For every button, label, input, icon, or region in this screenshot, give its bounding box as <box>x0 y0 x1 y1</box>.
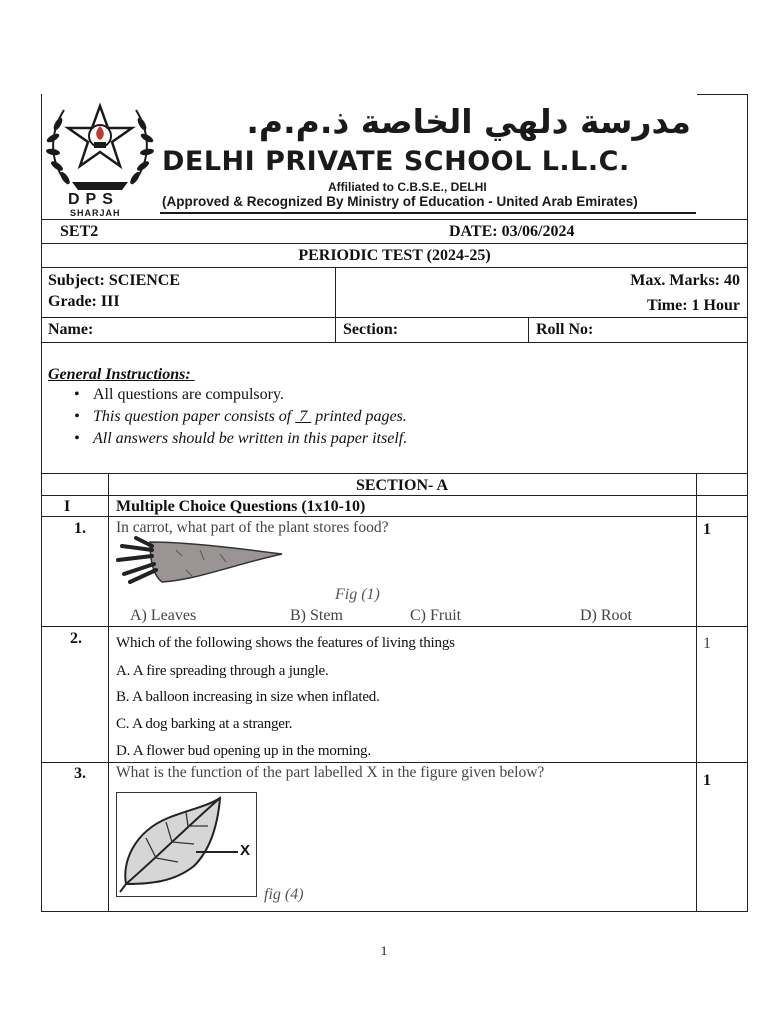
school-header <box>42 94 697 220</box>
carrot-figure-icon <box>116 536 284 586</box>
question-number: 2. <box>70 630 82 647</box>
option-c[interactable]: C) Fruit <box>410 607 462 624</box>
question-number: 1. <box>74 520 86 537</box>
logo-city: SHARJAH <box>70 208 121 218</box>
school-name: DELHI PRIVATE SCHOOL L.L.C. <box>162 146 630 177</box>
option-c[interactable]: C. A dog barking at a stranger. <box>116 716 293 732</box>
approval-text: (Approved & Recognized By Ministry of Education - United Arab Emirates) <box>162 194 638 209</box>
max-marks: Max. Marks: 40 <box>630 272 740 289</box>
option-a[interactable]: A) Leaves <box>130 607 197 624</box>
instructions-list <box>48 384 698 450</box>
option-d[interactable]: D. A flower bud opening up in the morning. <box>116 743 371 759</box>
instruction-item: • All questions are compulsory. <box>48 384 698 406</box>
option-b[interactable]: B. A balloon increasing in size when inflated. <box>116 689 380 705</box>
group-title: Multiple Choice Questions (1x10-10) <box>116 498 366 515</box>
group-number: I <box>64 498 71 515</box>
exam-time: Time: 1 Hour <box>646 297 740 314</box>
roll-number-field[interactable]: Roll No: <box>536 321 594 338</box>
school-name-arabic: مدرسة دلهي الخاصة ذ.م.م. <box>246 102 691 141</box>
section-a-title: SECTION- A <box>355 477 449 494</box>
leaf-figure-icon <box>116 792 258 898</box>
school-logo-icon <box>44 98 156 194</box>
grade-label: Grade: III <box>48 293 120 310</box>
instruction-item: • All answers should be written in this paper itself. <box>48 428 698 450</box>
subject-label: Subject: SCIENCE <box>48 272 181 289</box>
section-field[interactable]: Section: <box>343 321 399 338</box>
set-label: SET2 <box>60 223 99 240</box>
figure-caption: Fig (1) <box>335 586 380 603</box>
affiliation-text: Affiliated to C.B.S.E., DELHI <box>328 180 487 194</box>
test-title: PERIODIC TEST (2024-25) <box>298 247 491 264</box>
option-b[interactable]: B) Stem <box>290 607 343 624</box>
question-text: In carrot, what part of the plant stores food? <box>116 519 389 536</box>
page-count: 7 <box>299 408 308 425</box>
option-d[interactable]: D) Root <box>580 607 632 624</box>
figure-label-x: X <box>240 842 251 859</box>
exam-date: DATE: 03/06/2024 <box>449 223 575 240</box>
question-text: What is the function of the part labelled X in the figure given below? <box>116 764 545 781</box>
question-marks: 1 <box>703 635 711 652</box>
question-marks: 1 <box>703 772 711 789</box>
name-field[interactable]: Name: <box>48 321 94 338</box>
option-a[interactable]: A. A fire spreading through a jungle. <box>116 663 329 679</box>
logo-text: DPS <box>68 191 119 208</box>
instruction-item: • This question paper consists of 7 printed pages. <box>48 406 698 428</box>
figure-caption: fig (4) <box>264 886 304 903</box>
page-number: 1 <box>380 943 388 958</box>
question-number: 3. <box>74 765 86 782</box>
instructions-title: General Instructions: <box>48 366 191 383</box>
question-text: Which of the following shows the features of living things <box>116 635 455 651</box>
question-marks: 1 <box>703 521 711 538</box>
